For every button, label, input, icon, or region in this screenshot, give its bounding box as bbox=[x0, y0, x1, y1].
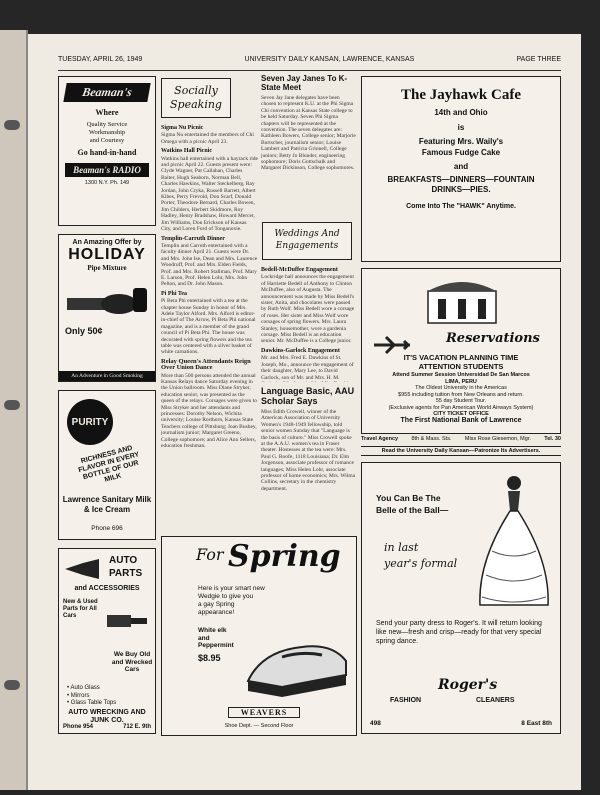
spring-title: Spring bbox=[228, 539, 341, 574]
rogers-ad bbox=[361, 462, 561, 734]
language-article bbox=[261, 386, 356, 532]
weddings-column bbox=[261, 264, 356, 382]
rogers-fashion: FASHION bbox=[390, 697, 422, 704]
spring-line2: Wedgie to give you bbox=[198, 593, 254, 600]
spring-line1: Here is your smart new bbox=[198, 585, 265, 592]
spring-line4: appearance! bbox=[198, 609, 235, 616]
socially-head: Watkins Hall Picnic bbox=[161, 148, 213, 155]
pipe-icon bbox=[59, 276, 155, 326]
page-header bbox=[58, 56, 561, 71]
auto-title3: and ACCESSORIES bbox=[74, 585, 140, 592]
auto-company: AUTO WRECKING AND JUNK CO. bbox=[68, 709, 146, 724]
rogers-formal: year's formal bbox=[384, 557, 458, 570]
header-date: TUESDAY, APRIL 26, 1949 bbox=[58, 56, 143, 63]
socially-body: Watkins hall entertained with a hayrack ride and picnic April 22. Guests present were: Clyde Wagner, Pat Callahan, Charles Baiter, Hugh Seaborn, Norman Bell, Charles Hawkins, Walter Steckelberg, Ray Jordan, John Cryka, Russell Barrett, Albert Kibes, Perry Frevold, Don Scarf, Donald Porter, Theodore Bernard, Charles Bowen, Jim Childers, Herbert Skidmore, Roy Hadley, Henry Bradshaw, Howard Mercer, Jim Williams, Don Erickson of Kansas City, and Loren Ford of Tonganoxie. bbox=[161, 155, 258, 233]
purity-logo: PURITY bbox=[67, 399, 113, 445]
spring-dept: Shoe Dept. — Second Floor bbox=[224, 723, 294, 729]
jayhawk-ad bbox=[361, 76, 561, 262]
spring-store: WEAVERS bbox=[228, 707, 300, 718]
socially-head: Templin-Carruth Dinner bbox=[161, 235, 225, 242]
holiday-product: Pipe Mixture bbox=[87, 264, 127, 272]
ballgown-woman-icon bbox=[474, 471, 554, 611]
auto-new-used: New & Used Parts for All Cars bbox=[63, 599, 98, 619]
travel-price: $955 including tuition from New Orleans and return. bbox=[398, 391, 524, 398]
socially-column bbox=[161, 122, 258, 532]
jayjanes-body: Seven Jay Jane delegates have been chosen to represent K.U. at the Phi Sigma Chi convention at Kansas State college to be held Saturday. Seven Phi Sigma chapters will be represented at the convention. The seven delegates are: Kathleen Bowers, College senior; Marjorie Burtscher, journalism senior; Louise Lambert and Patricia Grinnell, College juniors; Betty Jo Blunder, engineering sophomore; Doris Gottschalk and Margaret Dickinson, College sophomores. bbox=[261, 95, 356, 172]
purity-phone: Phone 696 bbox=[91, 525, 123, 532]
horn-icon bbox=[63, 557, 103, 583]
travel-oldest: The Oldest University in the Americas bbox=[415, 385, 507, 391]
language-title: Language Basic, AAU Scholar Says bbox=[261, 386, 355, 406]
travel-tel: Tel. 30 bbox=[544, 436, 561, 442]
travel-summer: Attend Summer Session Universidad De San Marcos bbox=[392, 372, 530, 378]
jayhawk-fudge: Famous Fudge Cake bbox=[421, 148, 501, 157]
travel-sub: ATTENTION STUDENTS bbox=[418, 362, 504, 371]
auto-address: 712 E. 9th bbox=[122, 724, 151, 730]
holiday-brand: HOLIDAY bbox=[68, 246, 146, 263]
socially-heading-box bbox=[161, 78, 231, 118]
travel-ad bbox=[361, 268, 561, 434]
auto-phone: Phone 954 bbox=[63, 724, 94, 730]
jayhawk-is: is bbox=[457, 123, 465, 132]
spring-line3: a gay Spring bbox=[198, 601, 235, 608]
purity-company: Lawrence Sanitary Milk & Ice Cream bbox=[62, 495, 152, 514]
newspaper-page bbox=[28, 34, 581, 790]
rogers-line1: You Can Be The bbox=[376, 493, 441, 503]
weddings-heading-box bbox=[262, 222, 352, 260]
rogers-line2: Belle of the Ball— bbox=[376, 505, 449, 515]
language-body: Miss Edith Crowell, winner of the American Association of University Women's 1948-1949 fellowship, told senior women Sunday that "Language is the basis of culture." Miss Crowell spoke at the A.A.U. women's tea in Fraser theater. Hostesses at the tea were: Mrs. Paul G. Roofe, 1118 Louisiana; Dr. Elm Jorgenson, associate professor of romance languages; Miss Helen Lohr, associate professor of home economics; Mrs. Wilma Collins, secretary in the chemistry department. bbox=[261, 409, 356, 492]
auto-title1: AUTO bbox=[109, 555, 138, 566]
auto-item: • Mirrors bbox=[67, 692, 90, 699]
socially-body: More than 500 persons attended the annual Kansas Relays dance Saturday evening in the Union ballroom. Miss Diane Stryker, education senior, was presented as the queen of the relays. Corsages were given to Miss Stryker and her attendants and princesses: Dorothy Nelson, Wichita university; Louise Rorthorn, Kansas State Teachers college of Pittsburg; Joan Bushey, journalism junior; Margaret Greeno, College sophomore; and Alice Ann Sellers, education freshman. bbox=[161, 372, 257, 450]
weddings-head: Bedell-McDuffee Engagement bbox=[261, 267, 338, 273]
purity-slogan: RICHNESS AND FLAVOR IN EVERY BOTTLE OF OUR MILK bbox=[77, 444, 140, 484]
spring-shoe3: Peppermint bbox=[198, 642, 234, 649]
travel-bank: The First National Bank of Lawrence bbox=[400, 417, 522, 424]
header-paper: UNIVERSITY DAILY KANSAN, LAWRENCE, KANSAS bbox=[244, 56, 415, 63]
rogers-address: 8 East 8th bbox=[521, 720, 552, 727]
travel-manager: Miss Rose Giesemon, Mgr. bbox=[464, 436, 531, 442]
spring-shoe2: and bbox=[198, 634, 210, 642]
spring-ad bbox=[161, 536, 357, 736]
jayhawk-meals: BREAKFASTS—DINNERS—FOUNTAIN DRINKS—PIES. bbox=[387, 175, 535, 194]
rogers-phone: 498 bbox=[370, 720, 381, 727]
beamans-where: Where bbox=[95, 108, 119, 117]
beamans-radio-logo: Beaman's RADIO bbox=[65, 163, 149, 177]
holiday-ad bbox=[58, 234, 156, 382]
binder-ring bbox=[4, 680, 20, 690]
jayhawk-cta: Come Into The "HAWK" Anytime. bbox=[406, 203, 516, 210]
socially-title: Socially Speaking bbox=[170, 84, 222, 111]
socially-body: Templin and Carruth entertained with a faculty dinner April 21. Guests were Dr. and Mrs. John Ise, Dean and Mrs. Laurence Woodruff, Prof. and Mrs. Elden Fields, Prof. and Mrs. Robert Stallman, Prof. Mary E. Larson, Prof. Helen Lohr, Mrs. John Pelton, and Dr. John Mason. bbox=[161, 242, 258, 288]
socially-head: Sigma Nu Picnic bbox=[161, 125, 204, 131]
rogers-brand: Roger's bbox=[438, 677, 498, 693]
beamans-address: 1300 N.Y. Ph. 149 bbox=[84, 180, 130, 186]
spring-shoe1: White elk bbox=[198, 627, 227, 634]
jayhawk-title: The Jayhawk Cafe bbox=[400, 87, 521, 103]
spring-price: $8.95 bbox=[198, 653, 221, 663]
wedgie-shoe-icon bbox=[242, 621, 352, 701]
rogers-in-last: in last bbox=[384, 541, 419, 554]
beamans-courtesy: and Courtesy bbox=[89, 137, 125, 144]
weddings-title: Weddings And Engagements bbox=[274, 229, 340, 251]
weddings-head: Dawkins-Garlock Engagement bbox=[261, 347, 340, 354]
rogers-cleaners: CLEANERS bbox=[476, 697, 515, 704]
travel-address: 8th & Mass. Sts. bbox=[411, 436, 452, 442]
header-page: PAGE THREE bbox=[516, 56, 561, 63]
jayhawk-featuring: Featuring Mrs. Waily's bbox=[418, 137, 504, 146]
purity-ad bbox=[58, 390, 156, 540]
socially-body: Sigma Nu entertained the members of Chi Omega with a picnic April 23. bbox=[161, 132, 254, 145]
travel-agency-line: Travel Agency bbox=[361, 436, 399, 442]
read-kansan-banner: Read the University Daily Kansan—Patronize Its Advertisers. bbox=[361, 446, 561, 456]
airplane-icon bbox=[372, 335, 412, 355]
weddings-body: Mr. and Mrs. Fred E. Dawkins of St. Joseph, Mo., announce the engagement of their daughter, Mary Lee, to David Garlock, son of Mr. and Mrs. H. M. bbox=[261, 355, 354, 381]
travel-city: LIMA, PERU bbox=[445, 378, 477, 385]
socially-head: Pi Phi Tea bbox=[161, 290, 188, 297]
weddings-body: Lockridge hall announces the engagement of Harriette Bedell of Anthony to Clinton McDuffee, also of Augusta. The announcement was made by Miss Bedell's sister, Anita, and chocolates were passed by Ruth Wolf. Miss Bedell wore a corsage of roses. Her sister and Miss Wolf wore corsages of spring flowers. Mrs. Laura Stanley, housemother, wore a gardenia corsage. Miss Bedell is an education senior. Mr. McDuffee is a College junior. bbox=[261, 274, 355, 345]
travel-office: CITY TICKET OFFICE bbox=[433, 411, 489, 417]
beamans-tagline: Go hand-in-hand bbox=[77, 148, 137, 157]
bank-building-icon bbox=[422, 275, 502, 325]
holiday-offer: An Amazing Offer by bbox=[72, 239, 142, 246]
binder-ring bbox=[4, 400, 20, 410]
beamans-ad bbox=[58, 76, 156, 226]
beamans-logo: Beaman's bbox=[63, 83, 150, 102]
auto-title2: PARTS bbox=[109, 568, 143, 579]
spark-plug-icon bbox=[103, 601, 153, 641]
jayjanes-article bbox=[261, 74, 356, 220]
travel-tour: 55 day Student Tour. bbox=[435, 398, 487, 404]
travel-footer bbox=[361, 436, 561, 442]
jayhawk-address: 14th and Ohio bbox=[434, 108, 488, 117]
holiday-price: Only 50¢ bbox=[65, 326, 103, 336]
holiday-footer: An Adventure in Good Smoking bbox=[59, 371, 155, 381]
binder-strip bbox=[0, 30, 28, 790]
travel-agents: (Exclusive agents for Pan American World Airways System) bbox=[388, 404, 534, 411]
spring-for: For bbox=[196, 545, 224, 564]
travel-title: Reservations bbox=[446, 331, 540, 346]
beamans-workmanship: Workmanship bbox=[88, 129, 126, 136]
socially-body: Pi Beta Phi entertained with a tea at the chapter house Sunday in honor of Mrs. Adele Taylor Alford. Mrs. Alford is editor-in-chief of The Arrow, Pi Beta Phi national magazine, and is a member of the grand council of Pi Beta Phi. The house was decorated with spring flowers and the tea table was centered with a silver basket of white carnations. bbox=[161, 298, 256, 356]
rogers-body: Send your party dress to Roger's. It will return looking like new—fresh and crisp—ready for that very special spring dance. bbox=[376, 620, 542, 645]
jayhawk-and: and bbox=[453, 162, 469, 171]
auto-item: • Glass Table Tops bbox=[67, 700, 117, 706]
auto-parts-ad bbox=[58, 548, 156, 734]
auto-buy: We Buy Old and Wrecked Cars bbox=[111, 651, 153, 673]
binder-ring bbox=[4, 120, 20, 130]
socially-head: Relay Queen's Attendants Reign Over Union Dance bbox=[161, 357, 251, 372]
jayjanes-title: Seven Jay Janes To K-State Meet bbox=[261, 74, 348, 92]
travel-headline: IT'S VACATION PLANNING TIME bbox=[403, 353, 519, 362]
beamans-quality: Quality Service bbox=[86, 121, 128, 128]
auto-item: • Auto Glass bbox=[67, 685, 100, 691]
